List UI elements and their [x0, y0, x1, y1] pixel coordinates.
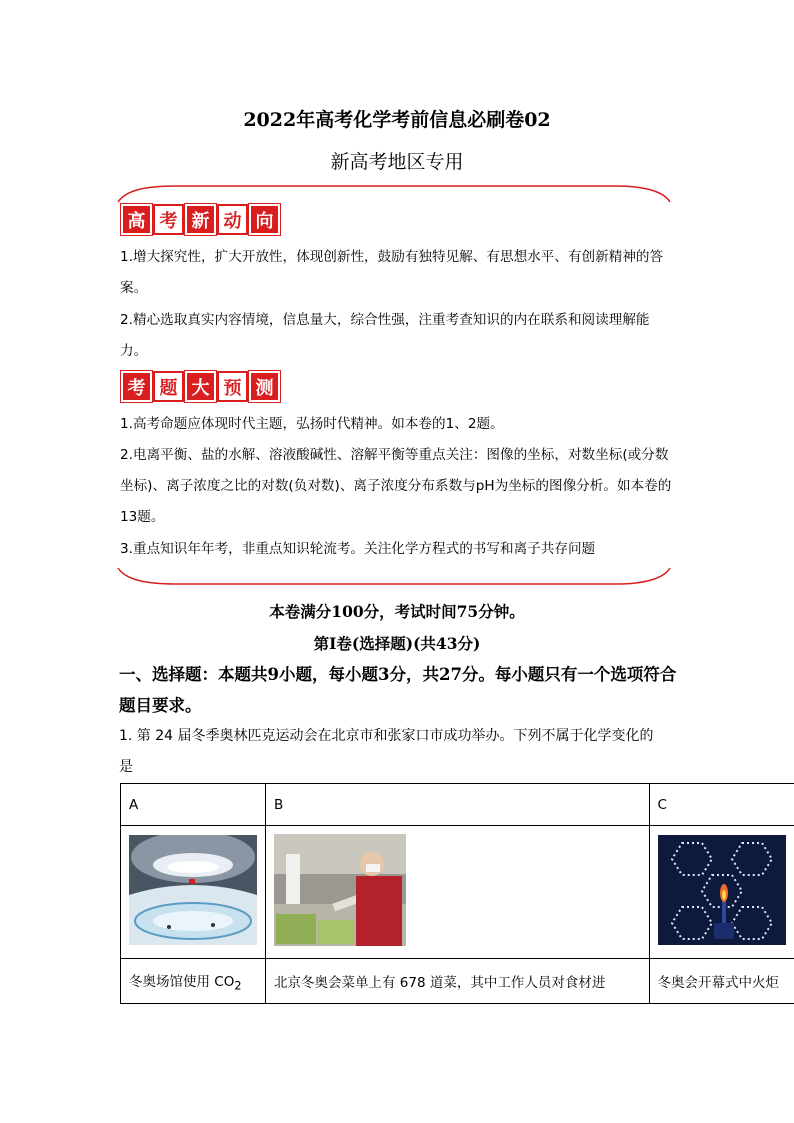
banner-char: 测 — [249, 371, 280, 402]
forecast-item: 1.高考命题应体现时代主题，弘扬时代精神。如本卷的1、2题。 — [120, 416, 504, 432]
banner-char: 高 — [121, 204, 152, 235]
banner-char: 动 — [217, 204, 248, 235]
banner-char: 向 — [249, 204, 280, 235]
options-table — [120, 783, 794, 1004]
speed-skating-oval-photo — [129, 835, 257, 945]
banner-char: 考 — [121, 371, 152, 402]
option-label: C — [649, 784, 794, 826]
snowflake-torch-photo — [658, 835, 786, 945]
paper-subtitle: 新高考地区专用 — [330, 151, 464, 173]
option-b-caption: 北京冬奥会菜单上有 678 道菜，其中工作人员对食材进 — [266, 959, 650, 1004]
option-c-image-cell — [649, 826, 794, 959]
banner-char: 大 — [185, 371, 216, 402]
option-a-image-cell — [121, 826, 266, 959]
option-a-caption — [121, 959, 266, 1004]
trend-item: 2.精心选取真实内容情境，信息量大，综合性强，注重考查知识的内在联系和阅读理解能力。 — [120, 312, 650, 359]
option-b-image-cell — [266, 826, 650, 959]
question-1: 1. 第 24 届冬季奥林匹克运动会在北京市和张家口市成功举办。下列不属于化学变化的是 — [119, 728, 654, 775]
banner-char: 新 — [185, 204, 216, 235]
trend-item: 1.增大探究性，扩大开放性，体现创新性，鼓励有独特见解、有思想水平、有创新精神的答案。 — [120, 249, 664, 296]
banner-char: 题 — [153, 371, 184, 402]
score-line: 本卷满分100分，考试时间75分钟。 — [269, 602, 525, 621]
banner-char: 考 — [153, 204, 184, 235]
option-a-caption-sub: 2 — [234, 979, 242, 993]
option-label: B — [266, 784, 650, 826]
forecast-item: 2.电离平衡、盐的水解、溶液酸碱性、溶解平衡等重点关注：图像的坐标，对数坐标(或分数坐标)、离子浓度之比的对数(负对数)、离子浓度分布系数与pH为坐标的图像分析。如本卷的13题。 — [120, 447, 672, 525]
trend-banner — [121, 204, 280, 235]
forecast-item: 3.重点知识年年考，非重点知识轮流考。关注化学方程式的书写和离子共存问题 — [120, 541, 596, 557]
option-a-caption-text: 冬奥场馆使用 CO — [129, 973, 235, 990]
option-label: A — [121, 784, 266, 826]
section-title: 一、选择题：本题共9小题，每小题3分，共27分。每小题只有一个选项符合题目要求。 — [119, 665, 677, 715]
part-title: 第I卷(选择题)(共43分) — [313, 634, 481, 653]
paper-title: 2022年高考化学考前信息必刷卷02 — [243, 109, 551, 131]
option-c-caption: 冬奥会开幕式中火炬 — [649, 959, 794, 1004]
food-inspection-photo — [274, 834, 406, 946]
forecast-banner — [121, 371, 280, 402]
banner-char: 预 — [217, 371, 248, 402]
